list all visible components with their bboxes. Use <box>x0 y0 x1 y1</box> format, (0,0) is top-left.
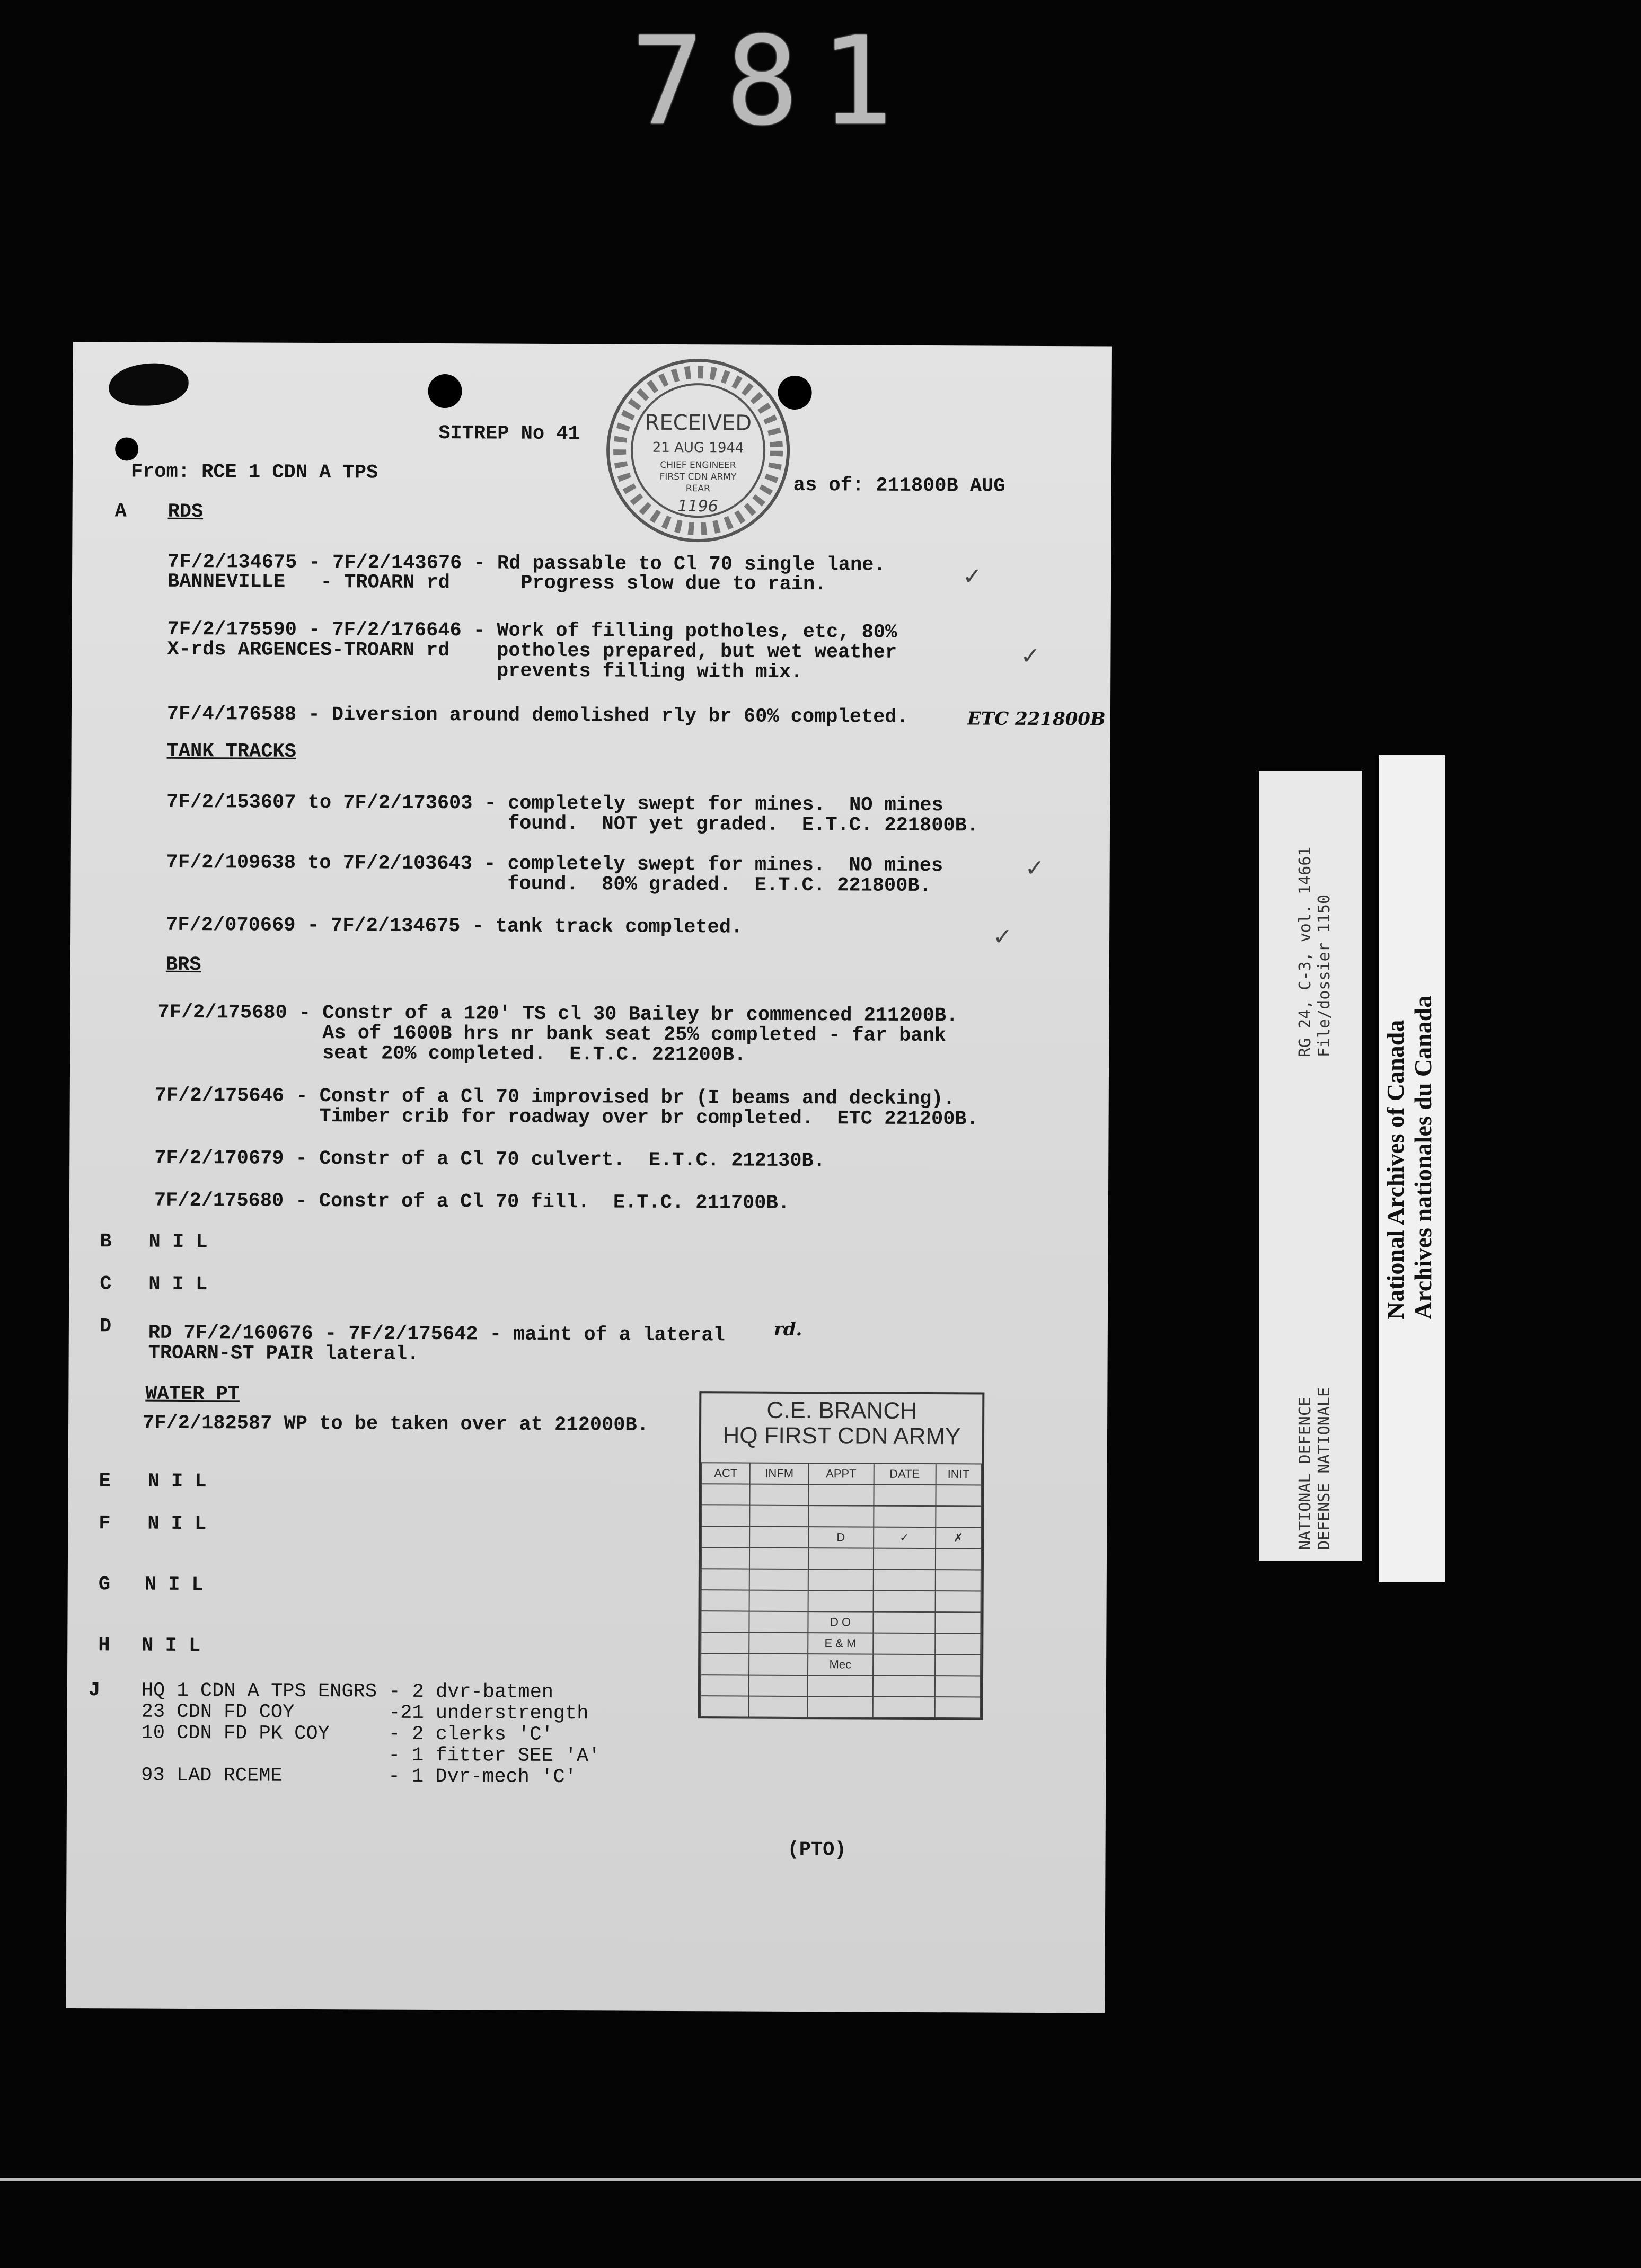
track-entry-1-line2: found. NOT yet graded. E.T.C. 221800B. <box>166 811 979 837</box>
bridge-entry-2-line2: Timber crib for roadway over br completed. ETC 221200B. <box>154 1104 978 1131</box>
section-b-nil: N I L <box>148 1230 208 1254</box>
road-entry-3: 7F/4/176588 - Diversion around demolished rly br 60% completed. <box>166 703 908 729</box>
ce-stamp-line1: C.E. BRANCH <box>766 1397 917 1424</box>
check-mark: ✓ <box>962 563 983 590</box>
sitrep-title: SITREP No 41 <box>438 422 580 446</box>
ce-branch-stamp <box>698 1391 985 1720</box>
bridge-entry-4: 7F/2/175680 - Constr of a Cl 70 fill. E.T.C. 211700B. <box>154 1189 790 1215</box>
section-j-line5: 93 LAD RCEME - 1 Dvr-mech 'C' <box>141 1764 577 1789</box>
bridges-heading: BRS <box>165 953 201 977</box>
nac-french: Archives nationales du Canada <box>1409 995 1436 1319</box>
section-j-line3: 10 CDN FD PK COY - 2 clerks 'C' <box>141 1722 553 1746</box>
road-entry-1-line2: BANNEVILLE - TROARN rd Progress slow due to rain. <box>167 570 827 596</box>
ce-stamp-grid <box>700 1462 982 1718</box>
received-line3: REAR <box>685 483 710 494</box>
ce-row-label <box>808 1590 873 1612</box>
section-letter-d: D <box>99 1315 112 1338</box>
section-letter-h: H <box>98 1634 110 1657</box>
received-line1: CHIEF ENGINEER <box>660 459 736 471</box>
ce-col-appt: APPT <box>808 1463 874 1485</box>
received-line2: FIRST CDN ARMY <box>659 471 737 483</box>
punch-hole <box>115 437 138 460</box>
sitrep-as-of: as of: 211800B AUG <box>793 474 1005 498</box>
handwritten-etc: ETC 221800B <box>967 708 1106 730</box>
section-h-nil: N I L <box>142 1634 201 1658</box>
punch-hole <box>428 374 462 408</box>
section-letter-a: A <box>114 500 127 523</box>
bridge-entry-2-line1: 7F/2/175646 - Constr of a Cl 70 improvised br (I beams and decking). <box>154 1084 955 1111</box>
ce-col-act: ACT <box>702 1463 750 1484</box>
check-mark: ✓ <box>993 923 1013 951</box>
sitrep-from: From: RCE 1 CDN A TPS <box>130 460 378 484</box>
section-letter-g: G <box>98 1573 111 1596</box>
ce-col-date: DATE <box>874 1464 936 1485</box>
received-stamp <box>602 355 794 546</box>
section-d-line1: RD 7F/2/160676 - 7F/2/175642 - maint of a lateral <box>148 1322 725 1347</box>
section-f-nil: N I L <box>147 1512 207 1536</box>
received-file-number: 1196 <box>677 497 718 516</box>
section-letter-b: B <box>100 1230 112 1253</box>
dept-label-2: DEFENSE NATIONALE <box>1315 1387 1334 1550</box>
section-d-line2: TROARN-ST PAIR lateral. <box>148 1342 419 1366</box>
handwritten-mark: ✓ <box>874 1527 936 1549</box>
ce-row-label <box>808 1484 874 1506</box>
please-turn-over: (PTO) <box>787 1838 846 1862</box>
received-date: 21 AUG 1944 <box>652 439 744 456</box>
road-entry-2-line3: prevents filling with mix. <box>167 658 803 684</box>
water-point-heading: WATER PT <box>145 1383 240 1406</box>
bridge-entry-1-line2: As of 1600B hrs nr bank seat 25% completed - far bank <box>157 1021 947 1048</box>
dept-label-1: NATIONAL DEFENCE <box>1296 1397 1314 1550</box>
rg-reference: RG 24, C-3, vol. 14661 <box>1296 846 1314 1057</box>
ink-blot <box>109 363 188 406</box>
roads-heading: RDS <box>167 500 204 524</box>
section-letter-j: J <box>88 1679 101 1702</box>
track-entry-2-line2: found. 80% graded. E.T.C. 221800B. <box>166 871 931 898</box>
sitrep-document <box>66 342 1112 2013</box>
section-j-line2: 23 CDN FD COY -21 understrength <box>141 1700 589 1725</box>
ce-row-label: E & M <box>808 1633 873 1654</box>
water-point-entry: 7F/2/182587 WP to be taken over at 212000B. <box>143 1412 649 1437</box>
check-mark: ✓ <box>1020 642 1040 670</box>
road-entry-2-line2: X-rds ARGENCES-TROARN rd potholes prepared, but wet weather <box>167 638 897 664</box>
road-entry-1-line1: 7F/2/134675 - 7F/2/143676 - Rd passable to Cl 70 single lane. <box>167 551 886 577</box>
check-mark: ✓ <box>1025 854 1045 882</box>
section-j-line4: - 1 fitter SEE 'A' <box>141 1743 601 1768</box>
track-entry-1-line1: 7F/2/153607 to 7F/2/173603 - completely swept for mines. NO mines <box>166 791 943 817</box>
archive-reference-card <box>1259 771 1362 1561</box>
handwritten-initials: ✗ <box>936 1527 982 1548</box>
ce-col-init: INIT <box>936 1464 982 1485</box>
film-edge-line <box>0 2178 1641 2181</box>
track-entry-2-line1: 7F/2/109638 to 7F/2/103643 - completely swept for mines. NO mines <box>166 851 943 878</box>
ce-row-label: D <box>808 1527 874 1548</box>
bridge-entry-3: 7F/2/170679 - Constr of a Cl 70 culvert. E.T.C. 212130B. <box>154 1147 825 1173</box>
ce-row-label <box>808 1675 873 1697</box>
ce-row-label: Mec <box>808 1654 873 1676</box>
tank-tracks-heading: TANK TRACKS <box>166 740 296 763</box>
ce-row-label: D O <box>808 1611 873 1633</box>
section-letter-c: C <box>100 1273 112 1296</box>
bridge-entry-1-line1: 7F/2/175680 - Constr of a 120' TS cl 30 Bailey br commenced 211200B. <box>157 1001 958 1027</box>
section-letter-e: E <box>99 1470 111 1493</box>
section-e-nil: N I L <box>147 1470 207 1493</box>
microfilm-frame-number: 781 <box>631 11 915 153</box>
received-word: RECEIVED <box>645 410 752 436</box>
ce-col-infm: INFM <box>750 1463 809 1484</box>
ce-row-label <box>807 1696 872 1718</box>
bridge-entry-1-line3: seat 20% completed. E.T.C. 221200B. <box>157 1041 746 1067</box>
ce-row-label <box>808 1548 874 1570</box>
section-j-line1: HQ 1 CDN A TPS ENGRS - 2 dvr-batmen <box>141 1679 554 1704</box>
section-letter-f: F <box>99 1512 111 1535</box>
section-g-nil: N I L <box>144 1573 204 1597</box>
road-entry-2-line1: 7F/2/175590 - 7F/2/176646 - Work of filling potholes, etc, 80% <box>167 618 897 644</box>
nac-english: National Archives of Canada <box>1382 1020 1409 1319</box>
handwritten-rd: rd. <box>773 1318 802 1341</box>
track-entry-3: 7F/2/070669 - 7F/2/134675 - tank track completed. <box>166 914 743 939</box>
ce-row-label <box>808 1505 874 1527</box>
ce-stamp-line2: HQ FIRST CDN ARMY <box>722 1422 961 1450</box>
ce-row-label <box>808 1569 873 1591</box>
section-c-nil: N I L <box>148 1273 208 1296</box>
file-reference: File/dossier 1150 <box>1315 894 1334 1057</box>
national-archives-label <box>1375 755 1445 1582</box>
